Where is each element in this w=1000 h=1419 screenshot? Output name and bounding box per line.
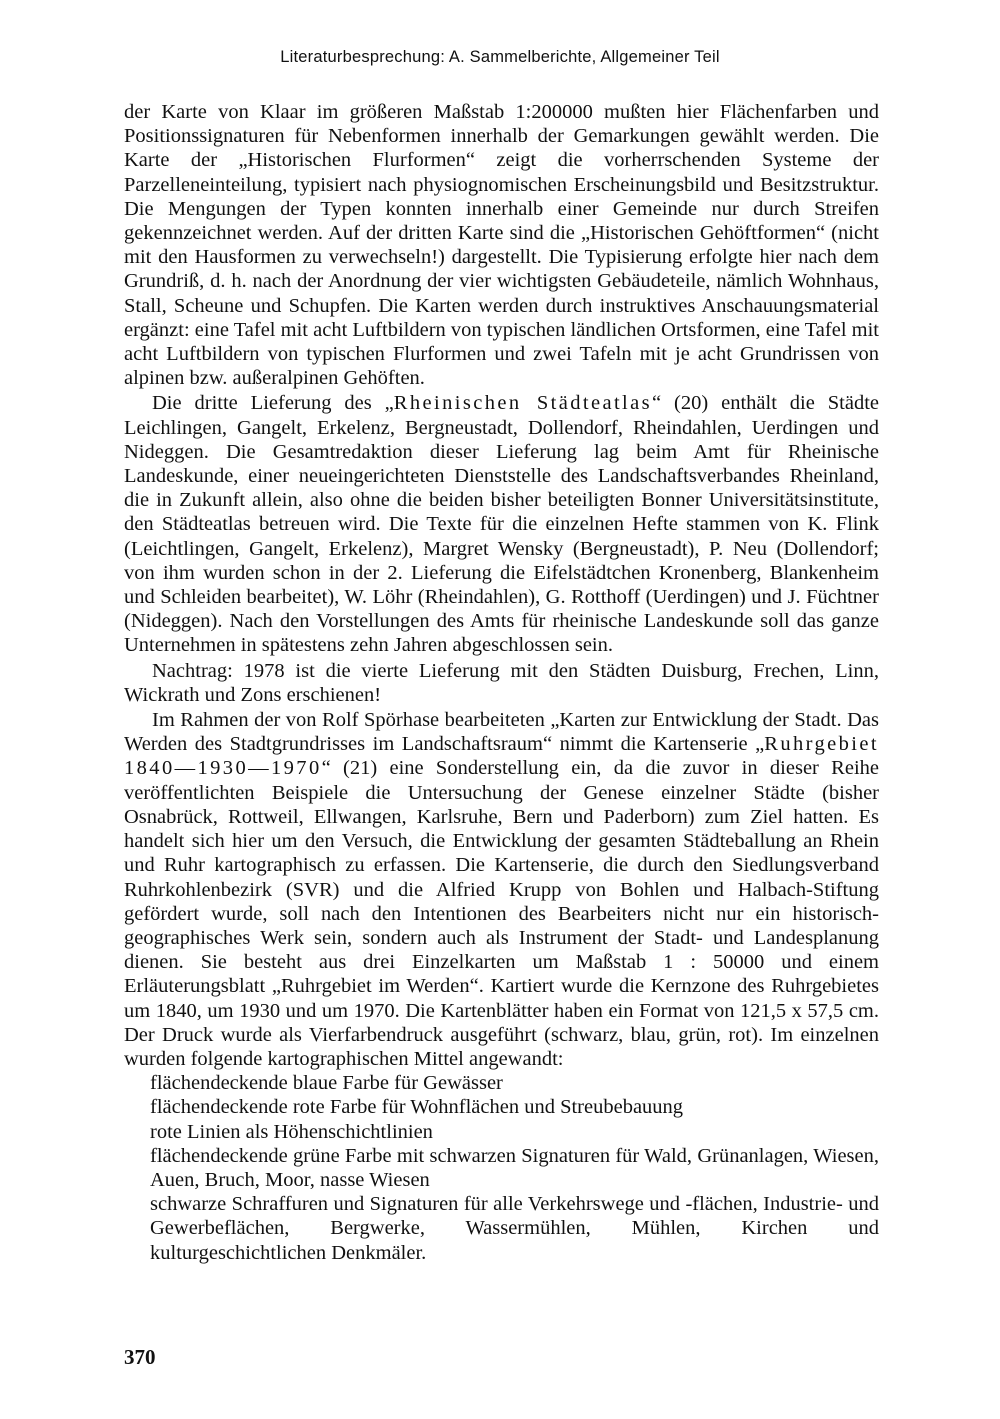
paragraph-4 — [124, 708, 879, 1071]
body-text — [124, 100, 879, 1265]
cartographic-means-list — [124, 1071, 879, 1265]
map-series-title: Ruhrgebiet 1840—1930—1970 — [124, 733, 879, 780]
running-head: Literaturbesprechung: A. Sammelberichte, Allgemeiner Teil — [280, 48, 720, 66]
list-item: rote Linien als Höhenschichtlinien — [150, 1120, 433, 1143]
atlas-title: Rheinischen Städteatlas — [393, 392, 653, 415]
paragraph-4-rest: “ (21) eine Sonderstellung ein, da die zuvor in dieser Reihe veröffentlichten Beispiele die Untersuchung der Genese einzelner Städte (bisher Osnabrück, Rottweil, Ellwangen, Karlsruhe, Bern und Paderborn) zum Ziel hatten. Es handelt sich hier um den Versuch, die Entwicklung der gesamten Städteballung an Rhein und Ruhr kartographisch zu erfassen. Die Kartenserie, die durch den Siedlungsverband Ruhrkohlenbezirk (SVR) und die Alfried Krupp von Bohlen und Halbach-Stiftung gefördert wurde, soll nach den Intentionen des Bearbeiters nicht nur ein historisch-geographisches Werk sein, sondern auch als Instrument der Stadt- und Landesplanung dienen. Sie besteht aus drei Einzelkarten um Maßstab 1 : 50000 und einem Erläuterungsblatt „Ruhrgebiet im Werden“. Kartiert wurde die Kernzone des Ruhrgebietes um 1840, um 1930 und um 1970. Die Kartenblätter haben ein Format von 121,5 x 57,5 cm. Der Druck wurde als Vierfarbendruck ausgeführt (schwarz, blau, grün, rot). Im einzelnen wurden folgende kartographischen Mittel angewandt: — [124, 757, 879, 1070]
paragraph-3-addendum: Nachtrag: 1978 ist die vierte Lieferung mit den Städten Duisburg, Frechen, Linn, Wickrath und Zons erschienen! — [124, 659, 879, 706]
paragraph-1: der Karte von Klaar im größeren Maßstab 1:200000 mußten hier Flächenfarben und Positionssignaturen für Nebenformen innerhalb der Gemarkungen gewählt werden. Die Karte der „Historischen Flurformen“ zeigt die vorherrschenden Systeme der Parzelleneinteilung, typisiert nach physiognomischen Erscheinungsbild und Besitzstruktur. Die Mengungen der Typen konnten innerhalb einer Gemeinde nur durch Streifen gekennzeichnet werden. Auf der dritten Karte sind die „Historischen Gehöftformen“ (nicht mit den Hausformen zu verwechseln!) dargestellt. Die Typisierung erfolgte hier nach dem Grundriß, d. h. nach der Anordnung der vier wichtigsten Gebäudeteile, nämlich Wohnhaus, Stall, Scheune und Schupfen. Die Karten werden durch instruktives Anschauungsmaterial ergänzt: eine Tafel mit acht Luftbildern von typischen ländlichen Ortsformen, eine Tafel mit acht Luftbildern von typischen Flurformen und zwei Tafeln mit je acht Grundrissen von alpinen bzw. außeralpinen Gehöften. — [124, 101, 879, 390]
list-item: schwarze Schraffuren und Signaturen für alle Verkehrswege und -flächen, Industrie- und Gewerbeflächen, Bergwerke, Wassermühlen, Mühlen, Kirchen und kulturgeschichtlichen Denkmäler. — [150, 1193, 879, 1264]
paragraph-2-rest: “ (20) enthält die Städte Leichlingen, Gangelt, Erkelenz, Bergneustadt, Dollendorf, Rheindahlen, Uerdingen und Nideggen. Die Gesamtredaktion dieser Lieferung lag beim Amt für Rheinische Landeskunde, einer neueingerichteten Dienststelle des Landschaftsverbandes Rheinland, die in Zukunft allein, also ohne die beiden bisher beteiligten Bonner Universitätsinstitute, den Städteatlas betreuen wird. Die Texte für die einzelnen Hefte stammen von K. Flink (Leichtlingen, Gangelt, Erkelenz), Margret Wensky (Bergneustadt), P. Neu (Dollendorf; von ihm wurden schon in der 2. Lieferung die Eifelstädtchen Kronenberg, Blankenheim und Schleiden bearbeitet), W. Löhr (Rheindahlen), G. Rotthoff (Uerdingen) und J. Füchtner (Nideggen). Nach den Vorstellungen des Amts für rheinische Landeskunde soll das ganze Unternehmen in spätestens zehn Jahren abgeschlossen sein. — [124, 392, 879, 657]
list-item: flächendeckende grüne Farbe mit schwarzen Signaturen für Wald, Grünanlagen, Wiesen, Auen, Bruch, Moor, nasse Wiesen — [150, 1144, 879, 1191]
paragraph-2-lead: Die dritte Lieferung des „ — [152, 392, 394, 415]
list-item: flächendeckende blaue Farbe für Gewässer — [150, 1072, 503, 1095]
list-item: flächendeckende rote Farbe für Wohnflächen und Streubebauung — [150, 1096, 684, 1119]
paragraph-4-lead: Im Rahmen der von Rolf Spörhase bearbeiteten „Karten zur Entwicklung der Stadt. Das Werden des Stadtgrundrisses im Landschaftsraum“ nimmt die Kartenserie „ — [124, 709, 879, 756]
page-number: 370 — [124, 1345, 156, 1369]
paragraph-2 — [124, 391, 879, 657]
